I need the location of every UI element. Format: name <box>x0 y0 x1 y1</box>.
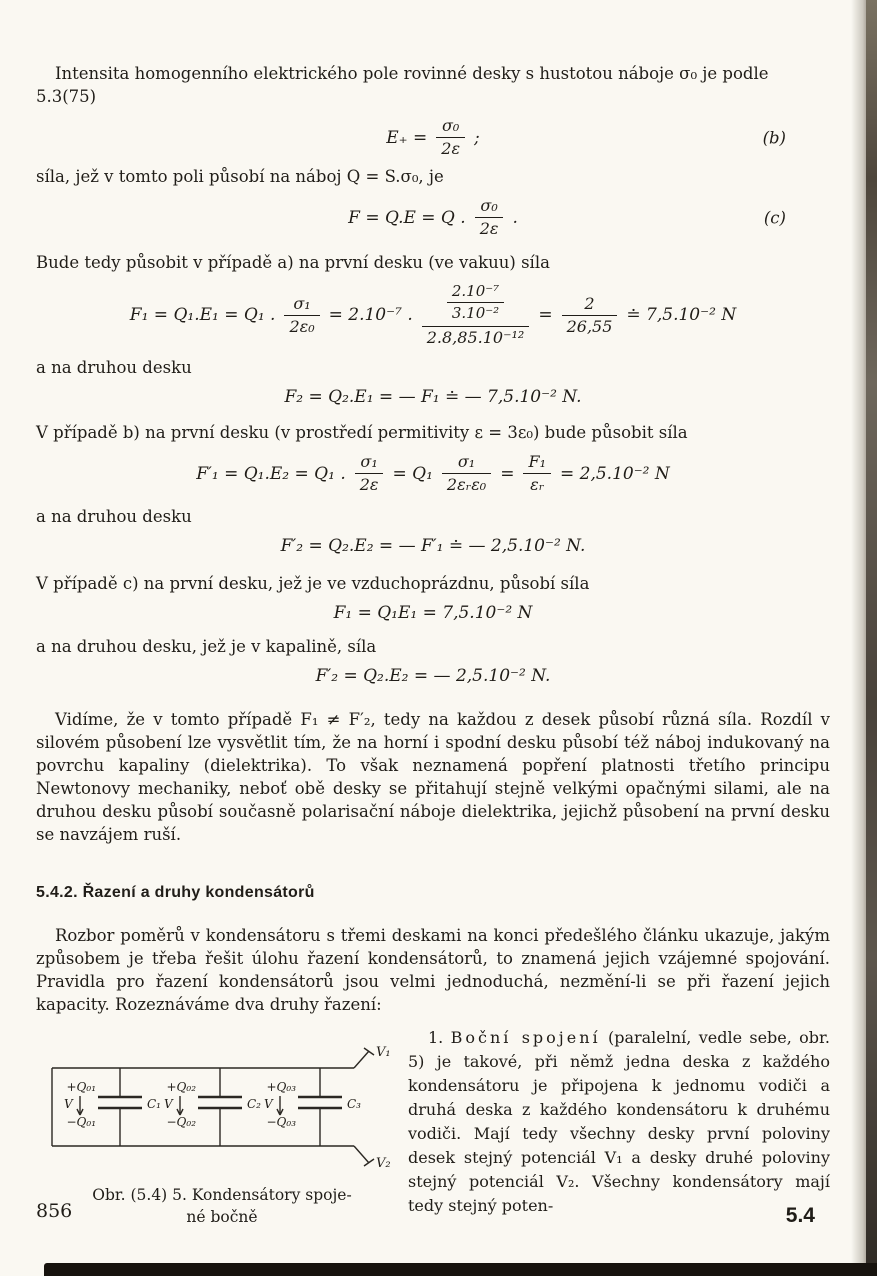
fraction-numerator: 2 <box>562 294 618 316</box>
paragraph-kapalina: a na druhou desku, jež je v kapalině, síla <box>36 637 377 656</box>
fraction-numerator: σ₁ <box>355 452 384 474</box>
paragraph-rozbor: Rozbor poměrů v kondensátoru s třemi deskami na konci předešlého článku ukazuje, jakým způsobem je třeba řešit úlohu řazení kondensátorů, to znamená jejich vzájemné spojování. Pravidla pro řazení kondensátorů jsou velmi jednoduchá, nezmění-li se při řazení jejich kapacity. Rozeznáváme dva druhy řazení: <box>36 926 830 1014</box>
figure-column <box>36 1026 408 1228</box>
paragraph-case-c: V případě c) na první desku, jež je ve vzduchoprázdnu, působí síla <box>36 574 590 593</box>
formula-f2: F₂ = Q₂.E₁ = — F₁ ≐ — 7,5.10⁻² N. <box>284 387 582 407</box>
label-charge-minus-3: −Q₀₃ <box>266 1115 296 1129</box>
section-heading: 5.4.2. Řazení a druhy kondensátorů <box>36 884 315 901</box>
formula-part: F₁ = Q₁.E₁ = Q₁ . <box>129 305 276 325</box>
wire-terminal-v1 <box>354 1051 369 1068</box>
figure-caption <box>36 1184 408 1228</box>
fraction <box>355 452 384 495</box>
fraction-numerator: σ₀ <box>475 196 504 218</box>
intro-line2: 5.3(75) <box>36 87 97 106</box>
page-edge-shadow <box>851 0 877 1276</box>
right-column-body: (paralelní, vedle sebe, obr. 5) je takové, při němž jedna deska z každého kondensátoru je připojena k jednomu vodiči a druhá deska z každého kondensátoru k druhému vodiči. Mají tedy všechny desky první poloviny desek stejný potenciál V₁ a desky druhé poloviny stejný potenciál V₂. Všechny kondensátory mají tedy stejný poten- <box>408 1028 830 1215</box>
section-number: 5.4 <box>785 1204 815 1227</box>
fraction <box>475 196 504 239</box>
page-bottom-bar <box>44 1263 877 1276</box>
formula-part: = Q₁ <box>392 463 433 484</box>
fraction-denominator: 2εᵣε₀ <box>446 475 487 494</box>
label-capacitor-1: C₁ <box>147 1097 161 1111</box>
label-voltage-3: V <box>264 1097 273 1111</box>
label-charge-minus-2: −Q₀₂ <box>166 1115 196 1129</box>
inner-fraction <box>447 282 504 323</box>
fraction-numerator: σ₁ <box>284 294 319 316</box>
formula-part: = <box>500 463 515 484</box>
right-column-paragraph <box>408 1026 830 1218</box>
nested-fraction <box>422 282 530 348</box>
formula-f2-prime-case-c: F′₂ = Q₂.E₂ = — 2,5.10⁻² N. <box>315 666 551 686</box>
formula-f1-prime <box>36 452 830 495</box>
fraction <box>442 452 491 495</box>
formula-part: = <box>538 305 553 325</box>
fraction-denominator: 2ε <box>441 139 461 158</box>
paragraph-sila: síla, jež v tomto poli působí na náboj Q = S.σ₀, je <box>36 167 444 186</box>
page-number: 856 <box>36 1200 73 1222</box>
label-charge-minus-1: −Q₀₁ <box>66 1115 96 1129</box>
fraction-denominator: εᵣ <box>530 475 545 494</box>
label-capacitor-2: C₂ <box>247 1097 261 1111</box>
fraction-denominator: 3.10⁻² <box>451 304 500 322</box>
fraction <box>436 116 465 159</box>
wire-terminal-v2 <box>354 1146 369 1163</box>
formula-b <box>36 116 830 159</box>
label-charge-plus-3: +Q₀₃ <box>266 1080 296 1094</box>
formula-f1-vacuum <box>36 282 830 348</box>
list-number: 1. <box>428 1028 444 1047</box>
label-terminal-v1: V₁ <box>376 1045 391 1060</box>
formula-c <box>36 196 830 239</box>
formula-b-tail: ; <box>474 127 480 148</box>
label-voltage-2: V <box>164 1097 173 1111</box>
paragraph-case-a: Bude tedy působit v případě a) na první desku (ve vakuu) síla <box>36 253 550 272</box>
fraction-numerator: F₁ <box>523 452 551 474</box>
formula-c-tail: . <box>512 207 518 228</box>
page-content <box>36 62 830 1228</box>
formula-part: F′₁ = Q₁.E₂ = Q₁ . <box>196 463 346 484</box>
equation-label-c: (c) <box>763 208 786 227</box>
paragraph-vidime: Vidíme, že v tomto případě F₁ ≠ F′₂, tedy na každou z desek působí různá síla. Rozdíl v silovém působení lze vysvětlit tím, že na horní i spodní desku působí též náboj indukovaný na povrchu kapaliny (dielektrika). To však neznamená popření platnosti třetího principu Newtonovy mechaniky, neboť obě desky se přitahují stejně velkými opačnými silami, ale na druhou desku působí současně polarisační náboje dielektrika, jejichž působení na první desku se navzájem ruší. <box>36 710 830 844</box>
paragraph-druhou-1: a na druhou desku <box>36 358 192 377</box>
figure-caption-line2: né bočně <box>186 1208 258 1226</box>
paragraph-druhou-2: a na druhou desku <box>36 507 192 526</box>
intro-line1: Intensita homogenního elektrického pole rovinné desky s hustotou náboje σ₀ je podle <box>55 64 769 83</box>
fraction-denominator: 26,55 <box>566 316 613 336</box>
label-capacitor-3: C₃ <box>347 1097 361 1111</box>
fraction-numerator <box>422 282 530 327</box>
paragraph-case-b: V případě b) na první desku (v prostředí permitivity ε = 3ε₀) bude působit síla <box>36 423 688 442</box>
label-voltage-1: V <box>64 1097 73 1111</box>
intro-paragraph <box>36 62 830 108</box>
two-column-section <box>36 1026 830 1228</box>
emphasized-term: Boční spojení <box>450 1028 601 1047</box>
fraction-denominator: 2ε <box>359 475 379 494</box>
label-charge-plus-1: +Q₀₁ <box>66 1080 96 1094</box>
label-charge-plus-2: +Q₀₂ <box>166 1080 196 1094</box>
right-column-text <box>408 1026 830 1228</box>
fraction-numerator: σ₀ <box>436 116 465 138</box>
fraction-denominator: 2ε₀ <box>289 316 315 336</box>
formula-f2-prime: F′₂ = Q₂.E₂ = — F′₁ ≐ — 2,5.10⁻² N. <box>280 536 586 556</box>
formula-part: = 2.10⁻⁷ . <box>328 305 413 325</box>
figure-caption-line1: Obr. (5.4) 5. Kondensátory spoje- <box>92 1186 352 1204</box>
formula-part: = 2,5.10⁻² N <box>559 463 670 484</box>
formula-part: ≐ 7,5.10⁻² N <box>626 305 737 325</box>
fraction-numerator: σ₁ <box>442 452 491 474</box>
formula-c-lhs: F = Q.E = Q . <box>348 207 466 228</box>
fraction <box>523 452 551 495</box>
fraction <box>562 294 618 337</box>
parallel-capacitors-diagram <box>36 1040 404 1172</box>
fraction-denominator: 2.8,85.10⁻¹² <box>426 328 525 347</box>
formula-f1-case-c: F₁ = Q₁E₁ = 7,5.10⁻² N <box>333 603 533 623</box>
formula-b-lhs: E₊ = <box>386 127 428 148</box>
label-terminal-v2: V₂ <box>376 1156 391 1171</box>
fraction-numerator: 2.10⁻⁷ <box>447 282 504 303</box>
equation-label-b: (b) <box>762 128 786 147</box>
fraction <box>284 294 319 337</box>
fraction-denominator: 2ε <box>479 219 499 238</box>
